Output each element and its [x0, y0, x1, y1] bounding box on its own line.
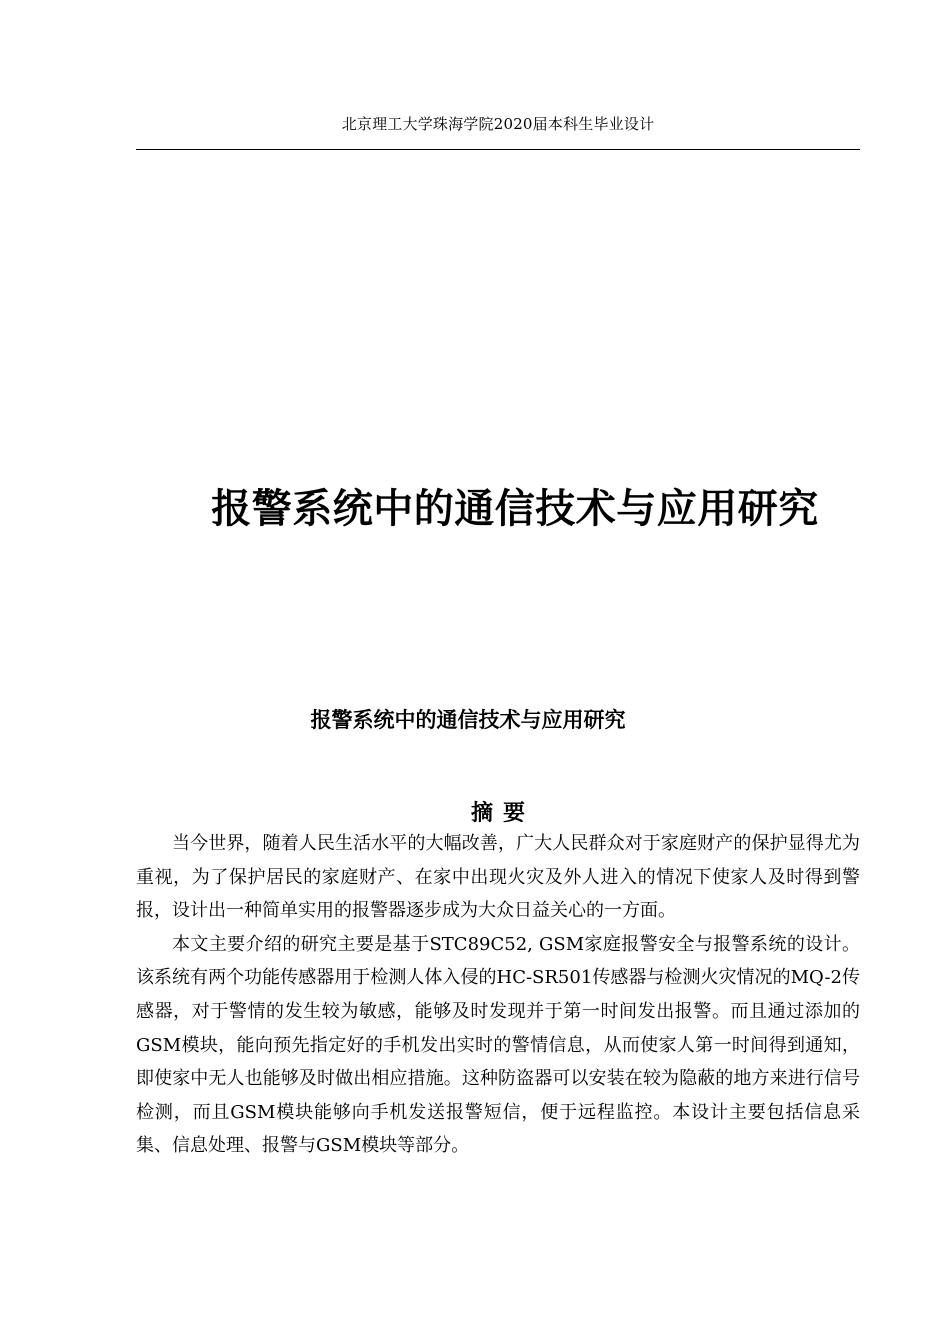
abstract-heading: 摘要	[470, 801, 535, 826]
header-divider	[136, 149, 860, 150]
abstract-body	[136, 827, 860, 1163]
abstract-title: 报警系统中的通信技术与应用研究	[310, 708, 626, 733]
running-header: 北京理工大学珠海学院2020届本科生毕业设计	[341, 115, 655, 133]
abstract-paragraph-1: 当今世界，随着人民生活水平的大幅改善，广大人民群众对于家庭财产的保护显得尤为重视，为了保护居民的家庭财产、在家中出现火灾及外人进入的情况下使家人及时得到警报，设计出一种简单实用的报警器逐步成为大众日益关心的一方面。	[136, 833, 860, 922]
thesis-title: 报警系统中的通信技术与应用研究	[211, 485, 819, 532]
abstract-paragraph-2: 本文主要介绍的研究主要是基于STC89C52, GSM家庭报警安全与报警系统的设计。该系统有两个功能传感器用于检测人体入侵的HC-SR501传感器与检测火灾情况的MQ-2传感器，对于警情的发生较为敏感，能够及时发现并于第一时间发出报警。而且通过添加的GSM模块，能向预先指定好的手机发出实时的警情信息，从而使家人第一时间得到通知，即使家中无人也能够及时做出相应措施。这种防盗器可以安装在较为隐蔽的地方来进行信号检测，而且GSM模块能够向手机发送报警短信，便于远程监控。本设计主要包括信息采集、信息处理、报警与GSM模块等部分。	[136, 933, 860, 1157]
